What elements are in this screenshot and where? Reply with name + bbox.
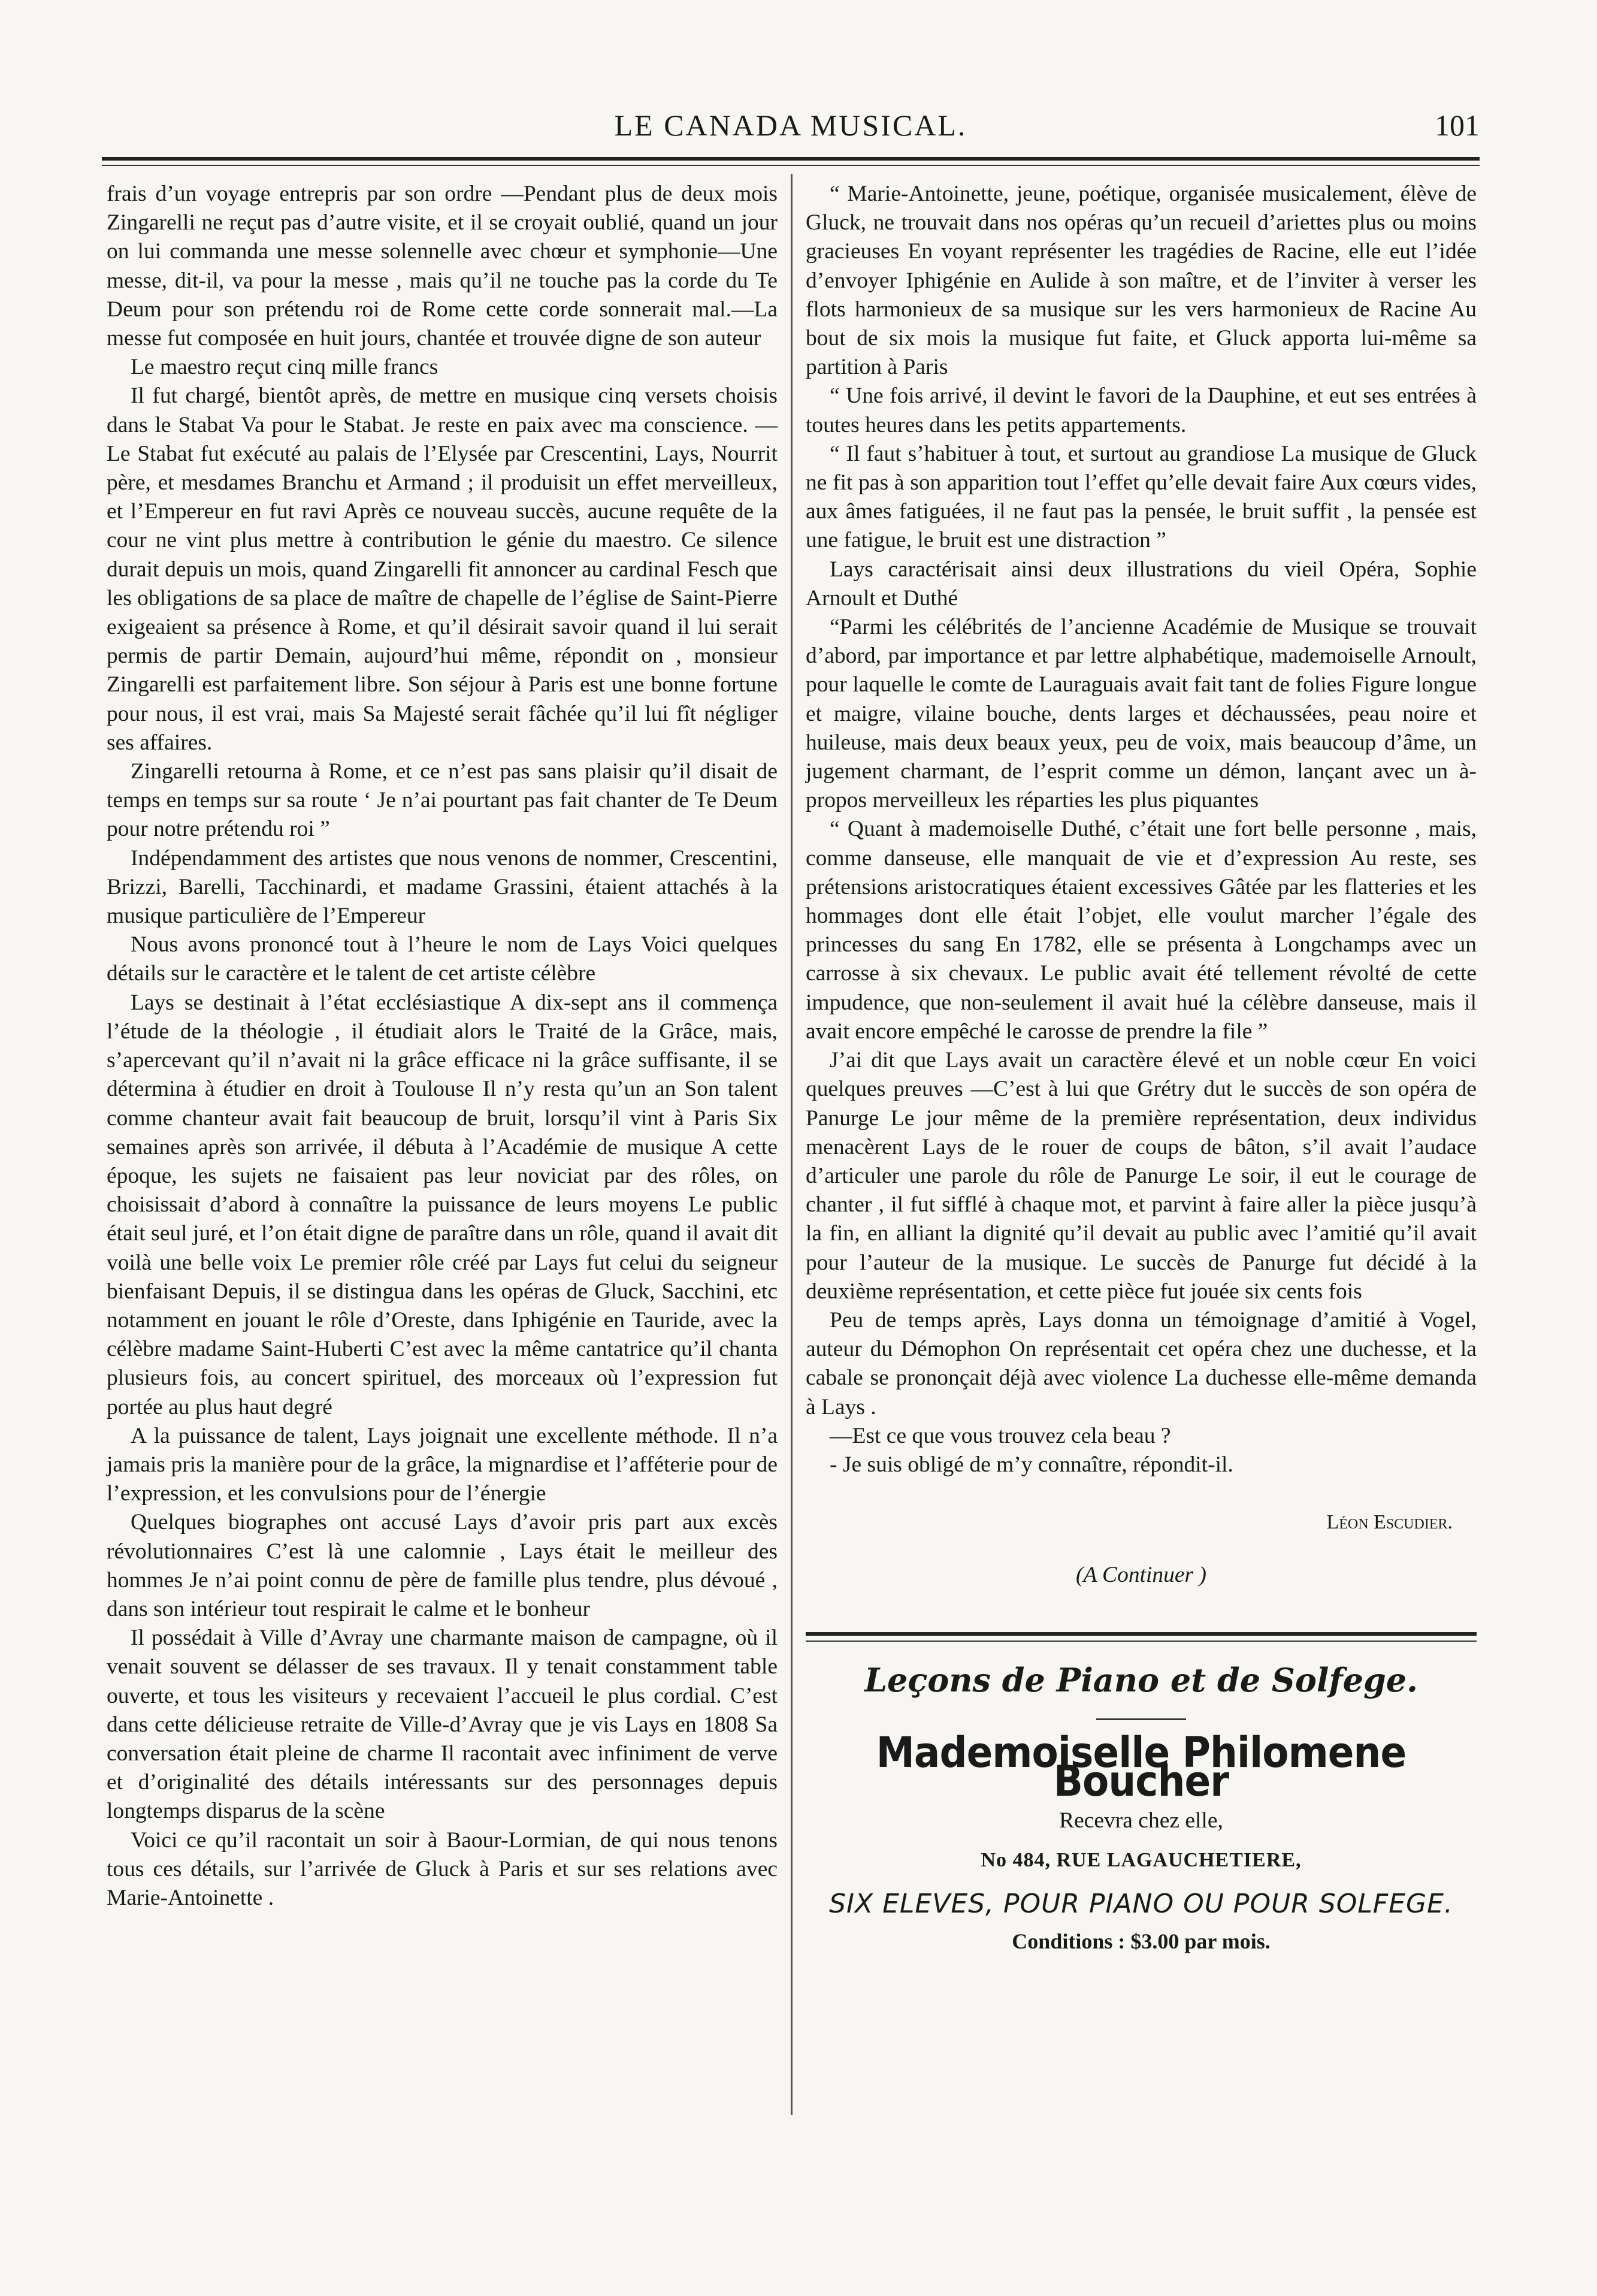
- ad-conditions: Conditions : $3.00 par mois.: [1012, 1929, 1271, 1953]
- running-title: LE CANADA MUSICAL.: [614, 108, 967, 142]
- paragraph: Nous avons prononcé tout à l’heure le nom de Lays Voici quelques détails sur le caractère et le talent de cet artiste célèbre: [107, 932, 778, 986]
- paragraph: “ Il faut s’habituer à tout, et surtout au grandiose La musique de Gluck ne fit pas à son apparition tout l’effet qu’elle devait faire Aux cœurs vides, aux âmes fatiguées, il ne faut pas la pensée, le bruit suffit , la pensée est une fatigue, le bruit est une distraction ”: [806, 441, 1477, 553]
- header-rule-thin: [102, 165, 1480, 166]
- ad-rule-thick: [806, 1632, 1477, 1636]
- ad-rule-thin: [806, 1641, 1477, 1642]
- dialogue-line: - Je suis obligé de m’y connaître, répondit-il.: [830, 1452, 1233, 1477]
- paragraph: Lays se destinait à l’état ecclésiastique A dix-sept ans il commença l’étude de la théologie , il étudiait alors le Traité de la Grâce, mais, s’apercevant qu’il n’avait ni la grâce efficace ni la grâce suffisante, il se détermina à étudier en droit à Toulouse Il n’y resta qu’un an Son talent comme chanteur avait fait beaucoup de bruit, lorsqu’il vint à Paris Six semaines après son arrivée, il débuta à l’Académie de musique A cette époque, les sujets ne faisaient pas leur noviciat par des rôles, on choisissait d’abord à connaître la puissance de leurs moyens Le public était seul juré, et l’on était digne de paraître dans un rôle, quand il avait dit voilà une belle voix Le premier rôle créé par Lays fut celui du seigneur bienfaisant Depuis, il se distingua dans les opéras de Gluck, Sacchini, etc notamment en jouant le rôle d’Oreste, dans Iphigénie en Tauride, avec la célèbre madame Saint-Huberti C’est avec la même cantatrice qu’il chanta plusieurs fois, au concert spirituel, des morceaux où l’expression fut portée au plus haut degré: [107, 990, 778, 1419]
- ad-lessons: SIX ELEVES, POUR PIANO OU POUR SOLFEGE.: [829, 1888, 1453, 1919]
- paragraph: Voici ce qu’il racontait un soir à Baour-Lormian, de qui nous tenons tous ces détails, sur l’arrivée de Gluck à Paris et sur ses relations avec Marie-Antoinette .: [107, 1827, 778, 1910]
- header-rule-thick: [102, 157, 1480, 161]
- paragraph: “ Quant à mademoiselle Duthé, c’était une fort belle personne , mais, comme danseuse, elle manquait de vie et d’expression Au reste, ses prétensions aristocratiques étaient excessives Gâtée par les flatteries et les hommages dont elle était l’objet, elle voulut marcher l’égale des princesses du sang En 1782, elle se présenta à Longchamps avec un carrosse à six chevaux. Le public avait été tellement révolté de cette impudence, que non-seulement il avait hué la célèbre danseuse, mais il avait encore empêché le carosse de prendre la file ”: [806, 817, 1477, 1044]
- column-divider: [791, 174, 793, 2115]
- paragraph: Lays caractérisait ainsi deux illustrations du vieil Opéra, Sophie Arnoult et Duthé: [806, 557, 1477, 611]
- paragraph: “ Marie-Antoinette, jeune, poétique, organisée musicalement, élève de Gluck, ne trouvait dans nos opéras qu’un recueil d’ariettes plus ou moins gracieuses En voyant représenter les tragédies de Racine, elle eut l’idée d’envoyer Iphigénie en Aulide à son maître, et de l’inviter à verser les flots harmonieux de sa musique sur les vers harmonieux de Racine Au bout de six mois la musique fut faite, et Gluck apporta lui-même sa partition à Paris: [806, 182, 1477, 380]
- ad-teacher-name: Mademoiselle Philomene Boucher: [876, 1727, 1407, 1806]
- right-column: [806, 180, 1477, 1956]
- dialogue-line: —Est ce que vous trouvez cela beau ?: [830, 1423, 1171, 1448]
- left-column: [107, 180, 778, 1913]
- ad-address: No 484, RUE LAGAUCHETIERE,: [981, 1849, 1302, 1872]
- paragraph: “ Une fois arrivé, il devint le favori de la Dauphine, et eut ses entrées à toutes heures dans les petits appartements.: [806, 383, 1477, 437]
- paragraph: frais d’un voyage entrepris par son ordre —Pendant plus de deux mois Zingarelli ne reçut pas d’autre visite, et il se croyait oublié, quand un jour on lui commanda une messe solennelle avec chœur et symphonie—Une messe, dit-il, va pour la messe , mais qu’il ne touche pas la corde du Te Deum pour son prétendu roi de Rome cette corde sonnerait mal.—La messe fut composée en huit jours, chantée et trouvée digne de son auteur: [107, 182, 778, 351]
- paragraph: Indépendamment des artistes que nous venons de nommer, Crescentini, Brizzi, Barelli, Tacchinardi, et madame Grassini, étaient attachés à la musique particulière de l’Empereur: [107, 845, 778, 929]
- page-header: [102, 102, 1480, 156]
- paragraph: Le maestro reçut cinq mille francs: [131, 355, 438, 380]
- paragraph: Quelques biographes ont accusé Lays d’avoir pris part aux excès révolutionnaires C’est là une calomnie , Lays était le meilleur des hommes Je n’ai point connu de père de famille plus tendre, plus dévoué , dans son intérieur tout respirait le calme et le bonheur: [107, 1510, 778, 1621]
- ad-heading: Leçons de Piano et de Solfege.: [864, 1660, 1418, 1699]
- paragraph: Zingarelli retourna à Rome, et ce n’est pas sans plaisir qu’il disait de temps en temps sur sa route ‘ Je n’ai pourtant pas fait chanter de Te Deum pour notre prétendu roi ”: [107, 759, 778, 842]
- paragraph: Peu de temps après, Lays donna un témoignage d’amitié à Vogel, auteur du Démophon On représentait cet opéra chez une duchesse, et la cabale se prononçait déjà avec violence La duchesse elle-même demanda à Lays .: [806, 1307, 1477, 1419]
- paragraph: Il possédait à Ville d’Avray une charmante maison de campagne, où il venait souvent se délasser de ses travaux. Il y tenait constamment table ouverte, et tous les visiteurs y recevaient l’accueil le plus cordial. C’est dans cette délicieuse retraite de Ville-d’Avray que je vis Lays en 1808 Sa conversation était pleine de charme Il racontait avec infiniment de verve et d’originalité des détails intéressants sur des personnages depuis longtemps disparus de la scène: [107, 1626, 778, 1824]
- ad-divider: [1096, 1718, 1186, 1720]
- paragraph: A la puissance de talent, Lays joignait une excellente méthode. Il n’a jamais pris la manière pour de la grâce, la mignardise et l’afféterie pour de l’expression, et les convulsions pour de l’énergie: [107, 1423, 778, 1506]
- ad-receives: Recevra chez elle,: [1059, 1808, 1223, 1833]
- author-signature: Léon Escudier.: [1326, 1511, 1453, 1534]
- continuation-note: (A Continuer ): [1075, 1563, 1207, 1588]
- advertisement: [806, 1660, 1477, 1956]
- paragraph: “Parmi les célébrités de l’ancienne Académie de Musique se trouvait d’abord, par importance et par lettre alphabétique, mademoiselle Arnoult, pour laquelle le comte de Lauraguais avait fait tant de folies Figure longue et maigre, vilaine bouche, dents larges et déchaussées, peau noire et huileuse, mais deux beaux yeux, peu de voix, mais beaucoup d’âme, un jugement charmant, de l’esprit comme un démon, lançant avec un à-propos merveilleux les réparties les plus piquantes: [806, 615, 1477, 813]
- paragraph: J’ai dit que Lays avait un caractère élevé et un noble cœur En voici quelques preuves —C’est à lui que Grétry dut le succès de son opéra de Panurge Le jour même de la première représentation, deux individus menacèrent Lays de le rouer de coups de bâton, s’il avait l’audace d’articuler une parole du rôle de Panurge Le soir, il eut le courage de chanter , il fut sifflé à chaque mot, et parvint à faire aller la pièce jusqu’à la fin, en alliant la dignité qu’il devait au public avec l’amitié qu’il avait pour l’auteur de la musique. Le succès de Panurge fut décidé à la deuxième représentation, et cette pièce fut jouée six cents fois: [806, 1048, 1477, 1304]
- paragraph: Il fut chargé, bientôt après, de mettre en musique cinq versets choisis dans le Stabat Va pour le Stabat. Je reste en paix avec ma conscience. — Le Stabat fut exécuté au palais de l’Elysée par Crescentini, Lays, Nourrit père, et mesdames Branchu et Armand ; il produisit un effet merveilleux, et l’Empereur en fut ravi Après ce nouveau succès, aucune requête de la cour ne vint plus mettre à contribution le génie du maestro. Ce silence durait depuis un mois, quand Zingarelli fit annoncer au cardinal Fesch que les obligations de sa place de maître de chapelle de l’église de Saint-Pierre exigeaient sa présence à Rome, et qu’il désirait savoir quand il lui serait permis de partir Demain, aujourd’hui même, répondit on , monsieur Zingarelli est parfaitement libre. Son séjour à Paris est une bonne fortune pour nous, il est vrai, mais Sa Majesté serait fâchée qu’il lui fît négliger ses affaires.: [107, 383, 778, 755]
- page-number: 101: [1435, 108, 1480, 142]
